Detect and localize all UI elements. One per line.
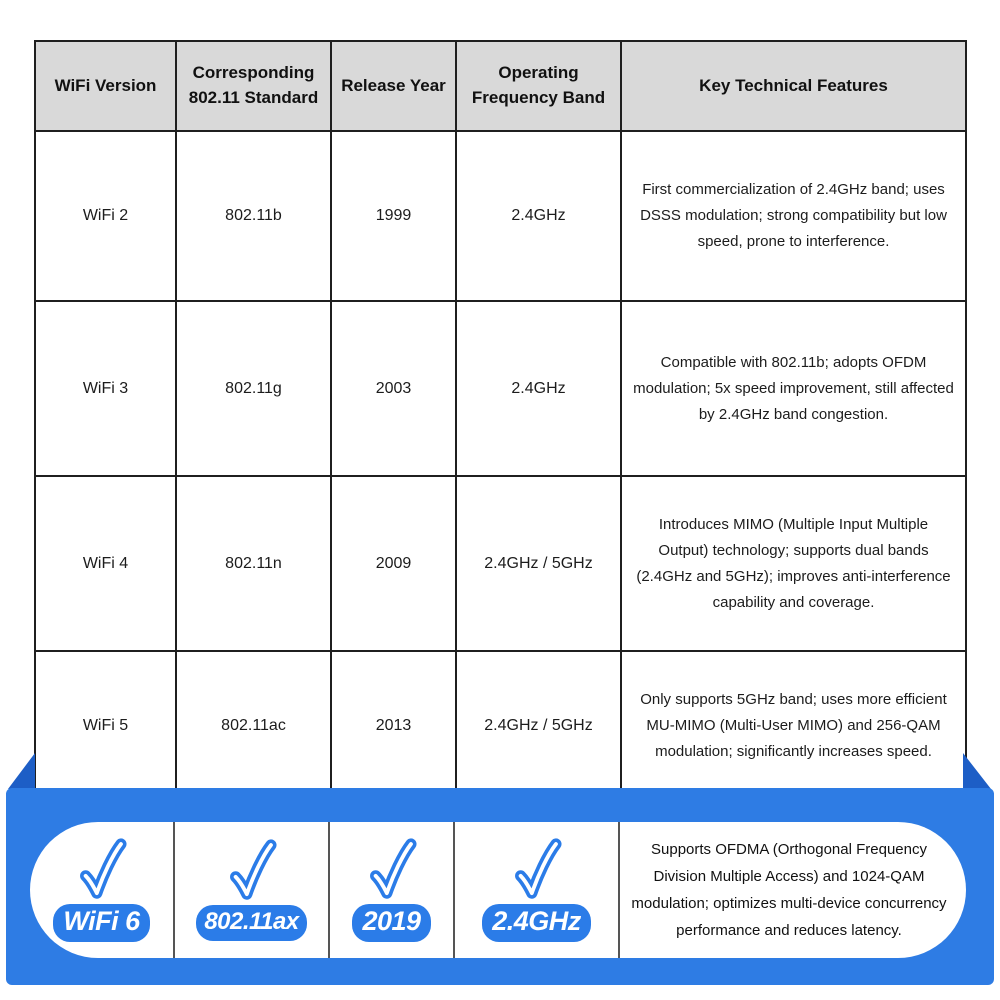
- wifi6-standard-label: 802.11ax: [196, 905, 306, 941]
- wifi6-band-cell: [455, 822, 620, 958]
- header-wifi-version: WiFi Version: [35, 41, 176, 131]
- cell-standard: 802.11g: [176, 301, 331, 476]
- wifi6-standard-cell: [175, 822, 330, 958]
- cell-version: WiFi 2: [35, 131, 176, 301]
- wifi6-band-label: 2.4GHz: [482, 904, 591, 942]
- table-row: [35, 476, 966, 651]
- table-header-row: [35, 41, 966, 131]
- wifi6-version-cell: [30, 822, 175, 958]
- cell-standard: 802.11n: [176, 476, 331, 651]
- header-release-year: Release Year: [331, 41, 456, 131]
- wifi6-highlight-row: [30, 822, 966, 958]
- cell-year: 2013: [331, 651, 456, 801]
- wifi6-year-label: 2019: [352, 904, 430, 942]
- wifi6-features-cell: Supports OFDMA (Orthogonal Frequency Division Multiple Access) and 1024-QAM modulation; optimizes multi-device concurrency performance and reduces latency.: [631, 841, 947, 939]
- cell-year: 2003: [331, 301, 456, 476]
- header-frequency-band: Operating Frequency Band: [456, 41, 621, 131]
- cell-version: WiFi 4: [35, 476, 176, 651]
- cell-features: First commercialization of 2.4GHz band; uses DSSS modulation; strong compatibility but low speed, prone to interference.: [621, 131, 966, 301]
- cell-band: 2.4GHz: [456, 301, 621, 476]
- table-row: [35, 131, 966, 301]
- cell-features: Compatible with 802.11b; adopts OFDM modulation; 5x speed improvement, still affected by 2.4GHz band congestion.: [621, 301, 966, 476]
- cell-features: Only supports 5GHz band; uses more efficient MU-MIMO (Multi-User MIMO) and 256-QAM modulation; significantly increases speed.: [621, 651, 966, 801]
- ribbon-fold-left: [8, 753, 35, 789]
- table-row: [35, 651, 966, 801]
- cell-year: 1999: [331, 131, 456, 301]
- cell-features: Introduces MIMO (Multiple Input Multiple Output) technology; supports dual bands (2.4GHz and 5GHz); improves anti-interference capability and coverage.: [621, 476, 966, 651]
- cell-version: WiFi 5: [35, 651, 176, 801]
- checkmark-icon: [226, 839, 278, 901]
- wifi-comparison-table: [34, 40, 967, 802]
- cell-standard: 802.11b: [176, 131, 331, 301]
- table-row: [35, 301, 966, 476]
- wifi6-version-label: WiFi 6: [53, 904, 149, 942]
- cell-band: 2.4GHz: [456, 131, 621, 301]
- checkmark-icon: [366, 838, 418, 900]
- cell-standard: 802.11ac: [176, 651, 331, 801]
- cell-band: 2.4GHz / 5GHz: [456, 476, 621, 651]
- cell-year: 2009: [331, 476, 456, 651]
- ribbon-fold-right: [963, 753, 991, 789]
- checkmark-icon: [511, 838, 563, 900]
- wifi6-year-cell: [330, 822, 455, 958]
- cell-version: WiFi 3: [35, 301, 176, 476]
- checkmark-icon: [76, 838, 128, 900]
- cell-band: 2.4GHz / 5GHz: [456, 651, 621, 801]
- header-key-features: Key Technical Features: [621, 41, 966, 131]
- header-standard: Corresponding 802.11 Standard: [176, 41, 331, 131]
